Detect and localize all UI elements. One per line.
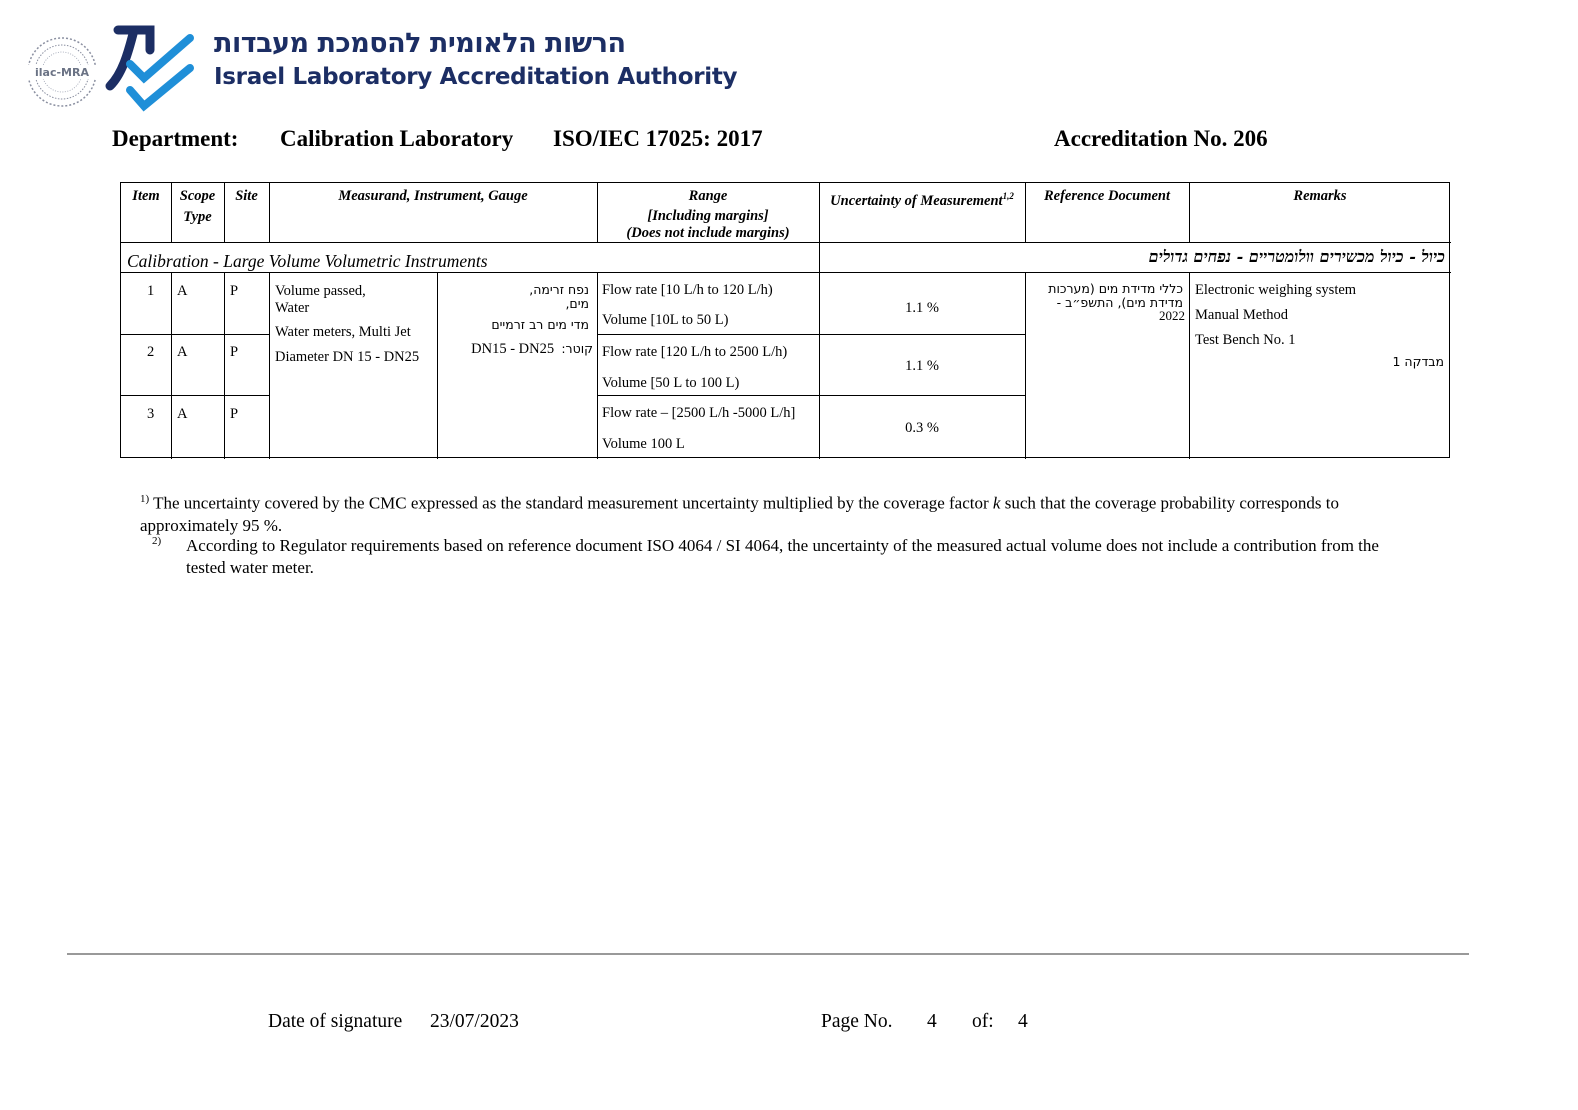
- remarks-line-3: Test Bench No. 1: [1195, 332, 1296, 348]
- section-title-english: Calibration - Large Volume Volumetric Instruments: [127, 251, 488, 271]
- remarks-line-2: Manual Method: [1195, 307, 1289, 323]
- row-2-scope: A: [177, 344, 188, 360]
- row-2-item: 2: [147, 344, 155, 360]
- page-label: Page No.: [821, 1011, 893, 1032]
- ilaa-logo: [104, 24, 196, 118]
- row-1-scope: A: [177, 283, 188, 299]
- row-1-item: 1: [147, 283, 155, 299]
- measurand-hebrew-diameter: DN15 - DN25 קוטר:: [471, 341, 593, 357]
- scope-table: [120, 182, 1450, 458]
- reference-line-2: מדידת מים), התשפ״ב -: [1056, 295, 1183, 310]
- measurand-english-line-2: Water: [275, 300, 310, 316]
- reference-line-1: כללי מדידת מים (מערכות: [1048, 281, 1183, 296]
- row-2-range-flow: Flow rate [120 L/h to 2500 L/h): [602, 344, 788, 360]
- row-3-site: P: [230, 406, 239, 422]
- col-header-range: Range [Including margins] (Does not include margins): [626, 188, 790, 241]
- row-2-site: P: [230, 344, 239, 360]
- col-header-reference: Reference Document: [1043, 188, 1171, 204]
- section-title-hebrew: כיול - כיול מכשירים וולומטריים - נפחים גדולים: [1148, 247, 1445, 266]
- measurand-english-line-3: Water meters, Multi Jet: [275, 324, 411, 340]
- org-name-english: Israel Laboratory Accreditation Authority: [214, 64, 738, 90]
- accreditation-number: Accreditation No. 206: [1054, 126, 1268, 151]
- row-1-site: P: [230, 283, 239, 299]
- ilac-mra-logo: [26, 36, 98, 108]
- measurand-english-line-4: Diameter DN 15 - DN25: [275, 349, 420, 365]
- row-2-uncertainty: 1.1 %: [905, 358, 939, 374]
- col-header-item: Item: [132, 188, 160, 204]
- measurand-english-line-1: Volume passed,: [275, 283, 366, 299]
- date-label: Date of signature: [268, 1011, 403, 1032]
- page-number: 4: [927, 1011, 937, 1032]
- measurand-hebrew-line-1: נפח זרימה,: [529, 282, 589, 297]
- row-3-uncertainty: 0.3 %: [905, 420, 939, 436]
- standard-label: ISO/IEC 17025: 2017: [553, 126, 763, 151]
- row-3-range-volume: Volume 100 L: [602, 436, 685, 452]
- remarks-line-1: Electronic weighing system: [1195, 282, 1357, 298]
- remarks-hebrew: מבדקה 1: [1392, 354, 1444, 369]
- of-label: of:: [972, 1011, 994, 1032]
- date-value: 23/07/2023: [430, 1011, 519, 1032]
- col-header-scope-type: Scope Type: [179, 188, 216, 225]
- org-name-hebrew: הרשות הלאומית להסמכת מעבדות: [214, 28, 626, 59]
- svg-text:ilac-MRA: ilac-MRA: [35, 66, 89, 79]
- col-header-uncertainty: Uncertainty of Measurement$^{1,2}$: [830, 191, 1014, 209]
- footnote-2-mark: 2): [152, 535, 162, 547]
- col-header-site: Site: [235, 188, 258, 204]
- row-1-range-flow: Flow rate [10 L/h to 120 L/h): [602, 282, 773, 298]
- col-header-remarks: Remarks: [1293, 188, 1347, 204]
- footnote-2: According to Regulator requirements based on reference document ISO 4064 / SI 4064, the uncertainty of the measured actual volume does not include a contribution from the tested water meter.: [186, 536, 1379, 577]
- department-value: Calibration Laboratory: [280, 126, 514, 151]
- row-1-uncertainty: 1.1 %: [905, 300, 939, 316]
- page-total: 4: [1018, 1011, 1028, 1032]
- row-1-range-volume: Volume [10L to 50 L): [602, 312, 729, 328]
- measurand-hebrew-line-2: מים,: [565, 296, 589, 311]
- row-3-item: 3: [147, 406, 155, 422]
- footer-divider: [67, 953, 1469, 955]
- row-3-range-flow: Flow rate – [2500 L/h -5000 L/h]: [602, 405, 796, 421]
- footnote-1: $^{1)}$ The uncertainty covered by the CMC expressed as the standard measurement uncertainty multiplied by the coverage factor k such that the coverage probability corresponds to approximately 95 %.: [140, 493, 1339, 535]
- col-header-measurand: Measurand, Instrument, Gauge: [338, 188, 528, 204]
- department-label: Department:: [112, 126, 239, 151]
- measurand-hebrew-line-3: מדי מים רב זרמיים: [491, 317, 589, 332]
- row-2-range-volume: Volume [50 L to 100 L): [602, 375, 740, 391]
- row-3-scope: A: [177, 406, 188, 422]
- reference-line-3: 2022: [1159, 308, 1185, 323]
